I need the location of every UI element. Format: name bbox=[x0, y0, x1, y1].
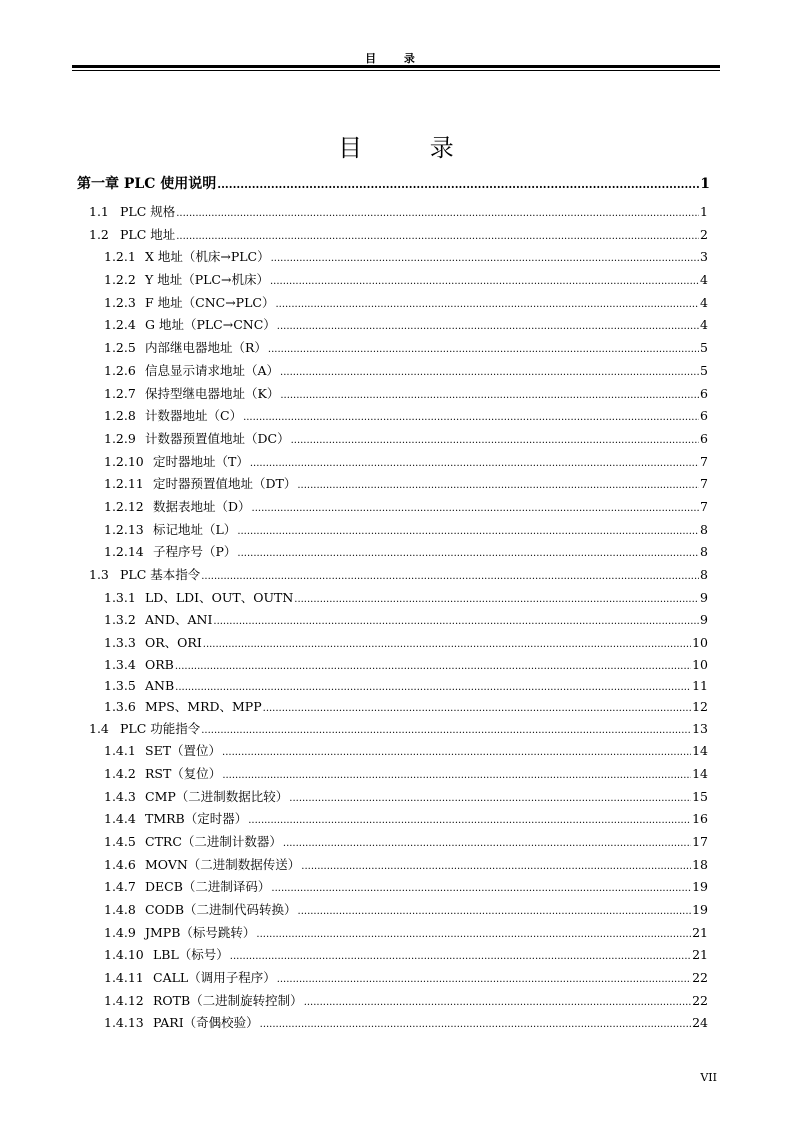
toc-entry-number: 1.1 bbox=[89, 204, 109, 219]
toc-dot-leader bbox=[277, 317, 699, 335]
toc-entry-title: MOVN（二进制数据传送） bbox=[145, 857, 301, 872]
toc-entry-number: 1.2 bbox=[89, 227, 109, 242]
toc-entry-page: 22 bbox=[692, 970, 708, 985]
toc-entry-page: 8 bbox=[700, 544, 708, 559]
toc-subsection-entry[interactable] bbox=[104, 1015, 708, 1033]
toc-subsection-entry[interactable] bbox=[104, 544, 708, 562]
toc-entry-page: 14 bbox=[692, 743, 708, 758]
toc-entry-title: TMRB（定时器） bbox=[145, 811, 248, 826]
toc-subsection-entry[interactable] bbox=[104, 789, 708, 807]
toc-entry-page: 12 bbox=[692, 699, 708, 714]
toc-entry-title: 定时器地址（T） bbox=[153, 454, 249, 469]
toc-entry-number: 1.2.3 bbox=[104, 295, 136, 310]
toc-dot-leader bbox=[271, 879, 691, 897]
toc-entry-page: 21 bbox=[692, 947, 708, 962]
toc-entry-title: 计数器地址（C） bbox=[145, 408, 243, 423]
header-rule-thin bbox=[72, 70, 720, 71]
toc-subsection-entry[interactable] bbox=[104, 857, 708, 875]
toc-entry-page: 9 bbox=[700, 590, 708, 605]
toc-dot-leader bbox=[176, 204, 699, 222]
toc-entry-page: 19 bbox=[692, 879, 708, 894]
toc-dot-leader bbox=[277, 970, 691, 988]
toc-entry-number: 1.4.10 bbox=[104, 947, 144, 962]
toc-subsection-entry[interactable] bbox=[104, 811, 708, 829]
toc-entry-number: 1.3.6 bbox=[104, 699, 136, 714]
toc-entry-page: 7 bbox=[700, 476, 708, 491]
toc-subsection-entry[interactable] bbox=[104, 879, 708, 897]
toc-entry-page: 4 bbox=[700, 317, 708, 332]
toc-entry-title: CALL（调用子程序） bbox=[153, 970, 276, 985]
toc-entry-page: 22 bbox=[692, 993, 708, 1008]
toc-subsection-entry[interactable] bbox=[104, 590, 708, 608]
toc-entry-page: 9 bbox=[700, 612, 708, 627]
toc-entry-title: 定时器预置值地址（DT） bbox=[153, 476, 297, 491]
toc-entry-page: 10 bbox=[692, 657, 708, 672]
toc-subsection-entry[interactable] bbox=[104, 657, 708, 675]
toc-dot-leader bbox=[248, 811, 691, 829]
toc-entry-title: ORB bbox=[145, 657, 174, 672]
toc-entry-number: 1.4.9 bbox=[104, 925, 136, 940]
toc-entry-title: F 地址（CNC→PLC） bbox=[145, 295, 275, 310]
toc-entry-number: 1.4.7 bbox=[104, 879, 136, 894]
toc-entry-title: 内部继电器地址（R） bbox=[145, 340, 267, 355]
toc-dot-leader bbox=[237, 522, 699, 540]
toc-entry-page: 16 bbox=[692, 811, 708, 826]
toc-entry-title: DECB（二进制译码） bbox=[145, 879, 271, 894]
page-title: 目 录 bbox=[338, 134, 484, 163]
toc-entry-number: 1.3.2 bbox=[104, 612, 136, 627]
page-number: VII bbox=[700, 1071, 717, 1084]
toc-dot-leader bbox=[294, 590, 699, 608]
toc-entry-title: PLC 基本指令 bbox=[120, 567, 201, 582]
toc-entry-page: 2 bbox=[700, 227, 708, 242]
toc-entry-page: 6 bbox=[700, 408, 708, 423]
toc-entry-title: ROTB（二进制旋转控制） bbox=[153, 993, 303, 1008]
toc-subsection-entry[interactable] bbox=[104, 408, 708, 426]
toc-entry-title: 数据表地址（D） bbox=[153, 499, 251, 514]
toc-entry-number: 1.2.11 bbox=[104, 476, 144, 491]
toc-dot-leader bbox=[283, 834, 691, 852]
toc-entry-page: 17 bbox=[692, 834, 708, 849]
toc-entry-number: 1.2.13 bbox=[104, 522, 144, 537]
toc-entry-page: 7 bbox=[700, 499, 708, 514]
toc-subsection-entry[interactable] bbox=[104, 635, 708, 653]
toc-dot-leader bbox=[289, 789, 691, 807]
toc-subsection-entry[interactable] bbox=[104, 363, 708, 381]
toc-dot-leader bbox=[268, 340, 699, 358]
toc-chapter-entry[interactable] bbox=[77, 176, 710, 193]
toc-entry-number: 1.4.4 bbox=[104, 811, 136, 826]
toc-entry-page: 5 bbox=[700, 340, 708, 355]
toc-entry-title: SET（置位） bbox=[145, 743, 222, 758]
toc-subsection-entry[interactable] bbox=[104, 249, 708, 267]
toc-dot-leader bbox=[175, 678, 691, 696]
toc-entry-title: CMP（二进制数据比较） bbox=[145, 789, 289, 804]
toc-dot-leader bbox=[275, 295, 699, 313]
toc-subsection-entry[interactable] bbox=[104, 993, 708, 1011]
toc-subsection-entry[interactable] bbox=[104, 522, 708, 540]
toc-subsection-entry[interactable] bbox=[104, 766, 708, 784]
toc-entry-page: 10 bbox=[692, 635, 708, 650]
toc-entry-number: 1.4.1 bbox=[104, 743, 136, 758]
toc-subsection-entry[interactable] bbox=[104, 386, 708, 404]
toc-entry-title: LD、LDI、OUT、OUTN bbox=[145, 590, 294, 605]
toc-section-entry[interactable] bbox=[89, 567, 708, 585]
toc-entry-page: 1 bbox=[700, 176, 710, 192]
toc-dot-leader bbox=[301, 857, 691, 875]
toc-entry-title: 第一章 PLC 使用说明 bbox=[77, 176, 217, 192]
toc-subsection-entry[interactable] bbox=[104, 902, 708, 920]
toc-dot-leader bbox=[176, 227, 699, 245]
toc-entry-number: 1.2.14 bbox=[104, 544, 144, 559]
toc-entry-title: X 地址（机床→PLC） bbox=[145, 249, 270, 264]
toc-entry-number: 1.2.10 bbox=[104, 454, 144, 469]
toc-subsection-entry[interactable] bbox=[104, 699, 708, 717]
toc-dot-leader bbox=[213, 612, 699, 630]
toc-entry-title: 标记地址（L） bbox=[153, 522, 237, 537]
toc-dot-leader bbox=[222, 743, 691, 761]
header-rule-thick bbox=[72, 65, 720, 68]
toc-entry-number: 1.4.12 bbox=[104, 993, 144, 1008]
toc-entry-page: 4 bbox=[700, 272, 708, 287]
toc-entry-number: 1.2.9 bbox=[104, 431, 136, 446]
toc-subsection-entry[interactable] bbox=[104, 925, 708, 943]
toc-dot-leader bbox=[252, 499, 700, 517]
toc-dot-leader bbox=[237, 544, 699, 562]
toc-entry-title: G 地址（PLC→CNC） bbox=[145, 317, 276, 332]
toc-subsection-entry[interactable] bbox=[104, 340, 708, 358]
toc-subsection-entry[interactable] bbox=[104, 970, 708, 988]
toc-subsection-entry[interactable] bbox=[104, 431, 708, 449]
toc-entry-page: 14 bbox=[692, 766, 708, 781]
toc-entry-page: 15 bbox=[692, 789, 708, 804]
toc-dot-leader bbox=[260, 1015, 691, 1033]
toc-entry-title: PLC 地址 bbox=[120, 227, 176, 242]
toc-entry-number: 1.3.3 bbox=[104, 635, 136, 650]
toc-entry-page: 1 bbox=[700, 204, 708, 219]
toc-entry-page: 7 bbox=[700, 454, 708, 469]
toc-entry-page: 6 bbox=[700, 431, 708, 446]
toc-entry-title: 子程序号（P） bbox=[153, 544, 237, 559]
toc-entry-title: 保持型继电器地址（K） bbox=[145, 386, 280, 401]
toc-dot-leader bbox=[201, 721, 691, 739]
toc-entry-title: CTRC（二进制计数器） bbox=[145, 834, 282, 849]
toc-entry-number: 1.4.3 bbox=[104, 789, 136, 804]
toc-entry-number: 1.2.2 bbox=[104, 272, 136, 287]
toc-entry-page: 8 bbox=[700, 567, 708, 582]
toc-entry-title: Y 地址（PLC→机床） bbox=[145, 272, 269, 287]
toc-subsection-entry[interactable] bbox=[104, 499, 708, 517]
toc-entry-title: 计数器预置值地址（DC） bbox=[145, 431, 290, 446]
toc-subsection-entry[interactable] bbox=[104, 476, 708, 494]
toc-entry-title: AND、ANI bbox=[145, 612, 213, 627]
toc-entry-number: 1.2.6 bbox=[104, 363, 136, 378]
toc-entry-page: 4 bbox=[700, 295, 708, 310]
toc-section-entry[interactable] bbox=[89, 721, 708, 739]
toc-entry-number: 1.4.8 bbox=[104, 902, 136, 917]
toc-entry-number: 1.2.4 bbox=[104, 317, 136, 332]
toc-entry-number: 1.3.4 bbox=[104, 657, 136, 672]
toc-entry-page: 13 bbox=[692, 721, 708, 736]
toc-dot-leader bbox=[201, 567, 699, 585]
toc-entry-title: MPS、MRD、MPP bbox=[145, 699, 262, 714]
toc-entry-title: PARI（奇偶校验） bbox=[153, 1015, 259, 1030]
toc-entry-page: 19 bbox=[692, 902, 708, 917]
toc-subsection-entry[interactable] bbox=[104, 947, 708, 965]
toc-dot-leader bbox=[270, 272, 699, 290]
toc-entry-number: 1.4 bbox=[89, 721, 109, 736]
toc-entry-page: 11 bbox=[692, 678, 708, 693]
toc-entry-title: 信息显示请求地址（A） bbox=[145, 363, 280, 378]
toc-entry-page: 24 bbox=[692, 1015, 708, 1030]
toc-entry-number: 1.2.8 bbox=[104, 408, 136, 423]
toc-subsection-entry[interactable] bbox=[104, 272, 708, 290]
toc-entry-number: 1.2.12 bbox=[104, 499, 144, 514]
toc-entry-number: 1.4.6 bbox=[104, 857, 136, 872]
toc-subsection-entry[interactable] bbox=[104, 295, 708, 313]
toc-entry-page: 8 bbox=[700, 522, 708, 537]
toc-entry-page: 18 bbox=[692, 857, 708, 872]
toc-entry-number: 1.4.13 bbox=[104, 1015, 144, 1030]
toc-entry-title: ANB bbox=[145, 678, 175, 693]
toc-section-entry[interactable] bbox=[89, 227, 708, 245]
toc-dot-leader bbox=[304, 993, 691, 1011]
toc-dot-leader bbox=[203, 635, 691, 653]
toc-dot-leader bbox=[280, 386, 699, 404]
toc-entry-page: 6 bbox=[700, 386, 708, 401]
toc-entry-number: 1.3 bbox=[89, 567, 109, 582]
toc-dot-leader bbox=[250, 454, 699, 472]
toc-dot-leader bbox=[271, 249, 699, 267]
toc-entry-title: LBL（标号） bbox=[153, 947, 229, 962]
toc-entry-title: JMPB（标号跳转） bbox=[145, 925, 256, 940]
toc-entry-title: PLC 规格 bbox=[120, 204, 176, 219]
toc-entry-number: 1.2.1 bbox=[104, 249, 136, 264]
toc-entry-page: 21 bbox=[692, 925, 708, 940]
toc-subsection-entry[interactable] bbox=[104, 612, 708, 630]
toc-subsection-entry[interactable] bbox=[104, 834, 708, 852]
toc-subsection-entry[interactable] bbox=[104, 678, 708, 696]
toc-entry-title: CODB（二进制代码转换） bbox=[145, 902, 297, 917]
toc-entry-number: 1.2.5 bbox=[104, 340, 136, 355]
toc-entry-number: 1.4.11 bbox=[104, 970, 144, 985]
toc-dot-leader bbox=[291, 431, 699, 449]
toc-subsection-entry[interactable] bbox=[104, 454, 708, 472]
toc-dot-leader bbox=[243, 408, 699, 426]
toc-entry-title: PLC 功能指令 bbox=[120, 721, 201, 736]
toc-entry-number: 1.4.5 bbox=[104, 834, 136, 849]
toc-entry-number: 1.2.7 bbox=[104, 386, 136, 401]
running-head: 目 录 bbox=[365, 52, 427, 65]
toc-dot-leader bbox=[217, 176, 699, 193]
toc-entry-title: OR、ORI bbox=[145, 635, 202, 650]
toc-dot-leader bbox=[230, 947, 691, 965]
toc-entry-page: 5 bbox=[700, 363, 708, 378]
toc-dot-leader bbox=[280, 363, 699, 381]
toc-dot-leader bbox=[175, 657, 691, 675]
toc-dot-leader bbox=[263, 699, 691, 717]
toc-subsection-entry[interactable] bbox=[104, 317, 708, 335]
toc-dot-leader bbox=[297, 476, 699, 494]
toc-entry-number: 1.3.1 bbox=[104, 590, 136, 605]
toc-dot-leader bbox=[222, 766, 691, 784]
toc-entry-number: 1.4.2 bbox=[104, 766, 136, 781]
toc-dot-leader bbox=[256, 925, 691, 943]
toc-entry-number: 1.3.5 bbox=[104, 678, 136, 693]
toc-dot-leader bbox=[298, 902, 692, 920]
toc-section-entry[interactable] bbox=[89, 204, 708, 222]
toc-subsection-entry[interactable] bbox=[104, 743, 708, 761]
toc-entry-title: RST（复位） bbox=[145, 766, 222, 781]
toc-entry-page: 3 bbox=[700, 249, 708, 264]
